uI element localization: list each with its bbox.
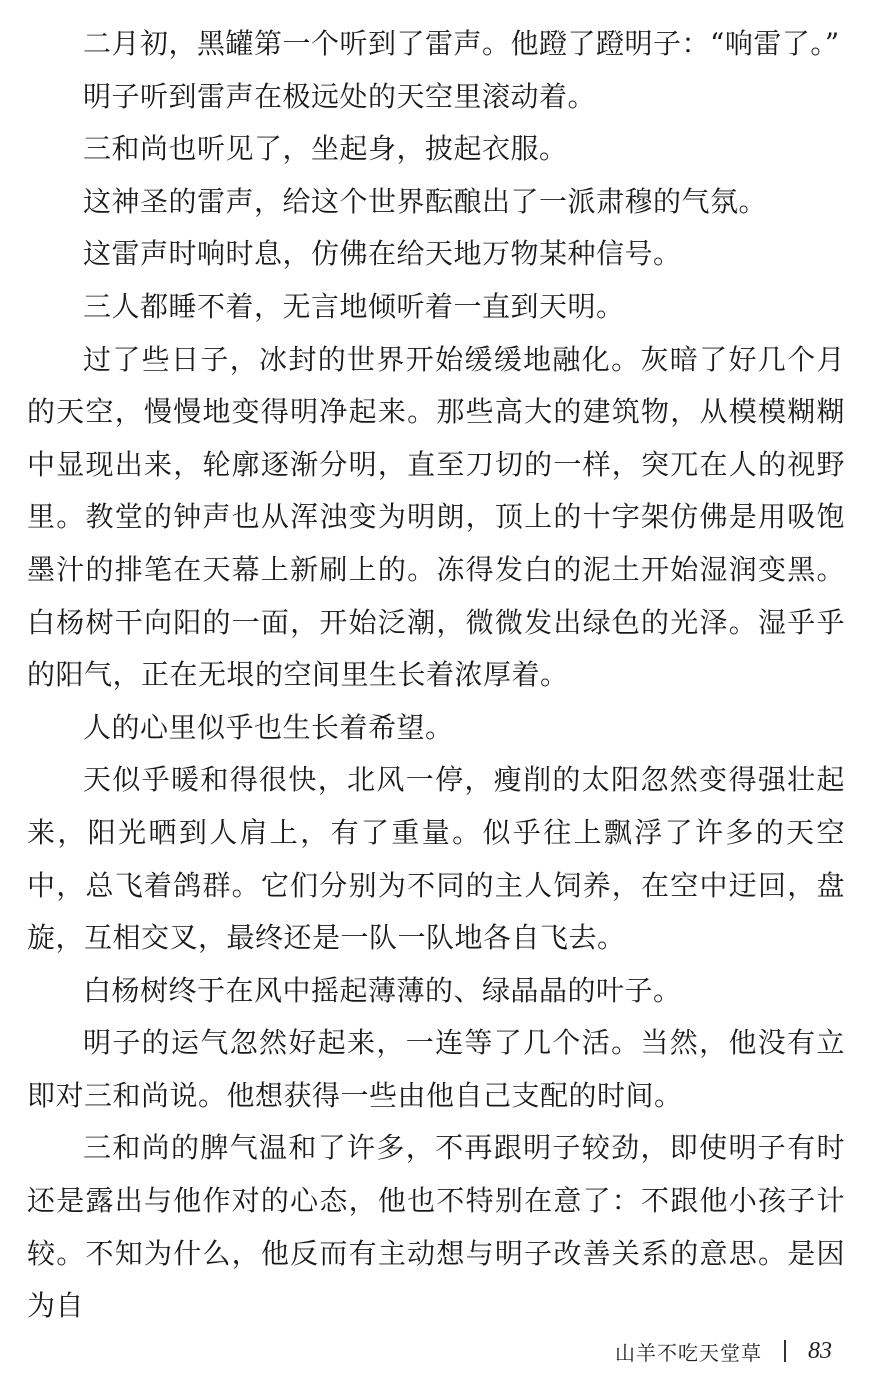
page-footer	[615, 1334, 832, 1368]
paragraph: 这神圣的雷声，给这个世界酝酿出了一派肃穆的气氛。	[83, 184, 768, 218]
paragraph: 人的心里似乎也生长着希望。	[83, 710, 454, 744]
paragraph: 白杨树终于在风中摇起薄薄的、绿晶晶的叶子。	[83, 973, 682, 1007]
paragraph: 明子听到雷声在极远处的天空里滚动着。	[83, 79, 597, 113]
paragraph: 三和尚也听见了，坐起身，披起衣服。	[83, 132, 568, 166]
page-body	[27, 18, 845, 1333]
paragraph: 过了些日子，冰封的世界开始缓缓地融化。灰暗了好几个月的天空，慢慢地变得明净起来。那些高大的建筑物，从模模糊糊中显现出来，轮廓逐渐分明，直至刀切的一样，突兀在人的视野里。教堂的钟声也从浑浊变为明朗，顶上的十字架仿佛是用吸饱墨汁的排笔在天幕上新刷上的。冻得发白的泥土开始湿润变黑。白杨树干向阳的一面，开始泛潮，微微发出绿色的光泽。湿乎乎的阳气，正在无垠的空间里生长着浓厚着。	[27, 342, 845, 692]
page-number: 83	[808, 1337, 832, 1364]
paragraph: 天似乎暖和得很快，北风一停，瘦削的太阳忽然变得强壮起来，阳光晒到人肩上，有了重量。似乎往上飘浮了许多的天空中，总飞着鸽群。它们分别为不同的主人饲养，在空中迂回，盘旋，互相交叉，最终还是一队一队地各自飞去。	[27, 763, 845, 955]
paragraph: 二月初，黑罐第一个听到了雷声。他蹬了蹬明子：“响雷了。”	[83, 27, 840, 60]
paragraph: 这雷声时响时息，仿佛在给天地万物某种信号。	[83, 237, 682, 271]
paragraph: 三人都睡不着，无言地倾听着一直到天明。	[83, 289, 625, 323]
footer-divider	[784, 1340, 786, 1362]
paragraph: 明子的运气忽然好起来，一连等了几个活。当然，他没有立即对三和尚说。他想获得一些由他自己支配的时间。	[27, 1026, 845, 1112]
paragraph: 三和尚的脾气温和了许多，不再跟明子较劲，即使明子有时还是露出与他作对的心态，他也不特别在意了：不跟他小孩子计较。不知为什么，他反而有主动想与明子改善关系的意思。是因为自	[27, 1131, 845, 1323]
running-book-title: 山羊不吃天堂草	[615, 1340, 762, 1365]
